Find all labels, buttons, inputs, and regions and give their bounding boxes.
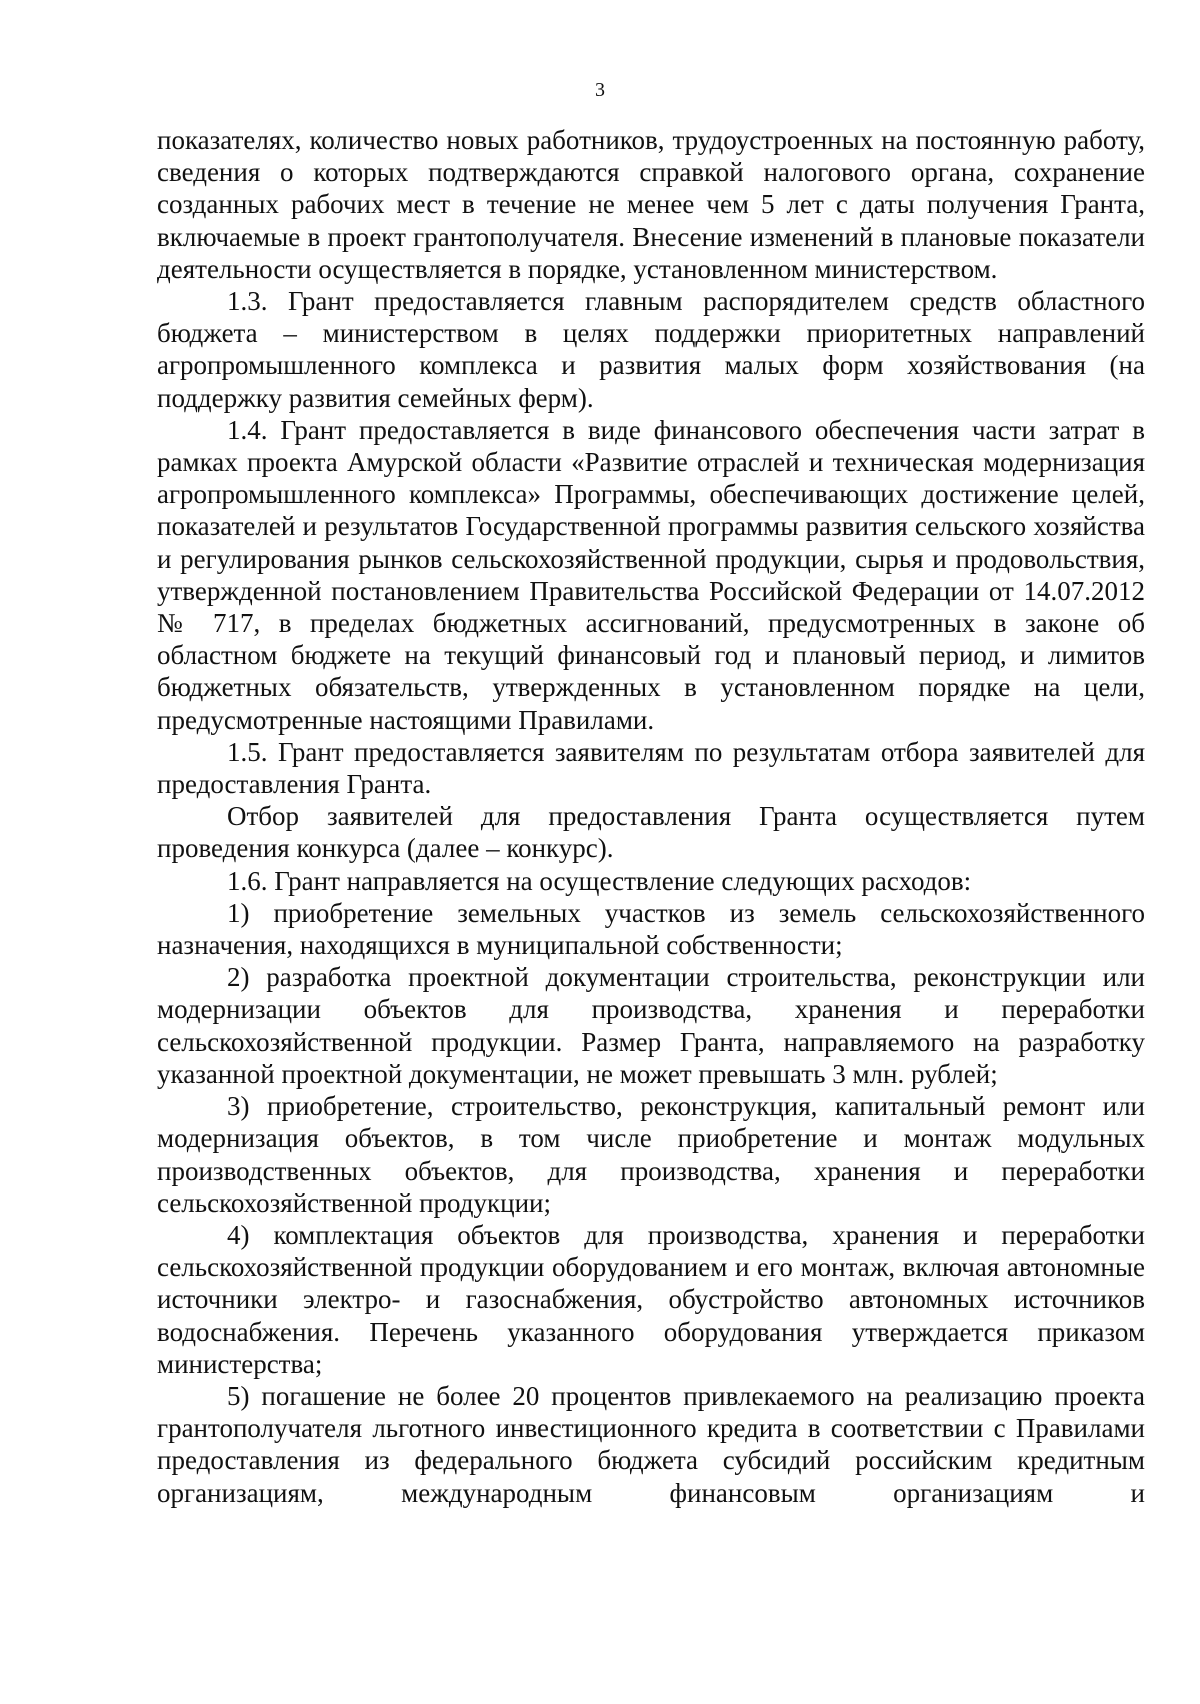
paragraph-1-4: 1.4. Грант предоставляется в виде финансового обеспечения части затрат в рамках проекта Амурской области «Развитие отраслей и техническая модернизация агропромышленного комплекса» Программы, обеспечивающих достижение целей, показателей и результатов Государственной программы развития сельского хозяйства и регулирования рынков сельскохозяйственной продукции, сырья и продовольствия, утвержденной постановлением Правительства Российской Федерации от 14.07.2012 № 717, в пределах бюджетных ассигнований, предусмотренных в законе об областном бюджете на текущий финансовый год и плановый период, и лимитов бюджетных обязательств, утвержденных в установленном порядке на цели, предусмотренные настоящими Правилами. — [157, 414, 1145, 735]
paragraph-1-5: 1.5. Грант предоставляется заявителям по результатам отбора заявителей для предоставления Гранта. — [157, 736, 1145, 800]
list-item-2: 2) разработка проектной документации строительства, реконструкции или модернизации объектов для производства, хранения и переработки сельскохозяйственной продукции. Размер Гранта, направляемого на разработку указанной проектной документации, не может превышать 3 млн. рублей; — [157, 962, 1145, 1089]
paragraph-1-3: 1.3. Грант предоставляется главным распорядителем средств областного бюджета – министерством в целях поддержки приоритетных направлений агропромышленного комплекса и развития малых форм хозяйствования (на поддержку развития семейных ферм). — [157, 286, 1145, 413]
list-item-4: 4) комплектация объектов для производства, хранения и переработки сельскохозяйственной продукции оборудованием и его монтаж, включая автономные источники электро- и газоснабжения, обустройство автономных источников водоснабжения. Перечень указанного оборудования утверждается приказом министерства; — [157, 1219, 1145, 1379]
list-item-5: 5) погашение не более 20 процентов привлекаемого на реализацию проекта грантополучателя льготного инвестиционного кредита в соответствии с Правилами предоставления из федерального бюджета субсидий российским кредитным организациям, международным финансовым организациям и — [157, 1380, 1145, 1508]
paragraph-continuation: показателях, количество новых работников, трудоустроенных на постоянную работу, сведения о которых подтверждаются справкой налогового органа, сохранение созданных рабочих мест в течение не менее чем 5 лет с даты получения Гранта, включаемые в проект грантополучателя. Внесение изменений в плановые показатели деятельности осуществляется в порядке, установленном министерством. — [157, 125, 1145, 284]
paragraph-1-6: 1.6. Грант направляется на осуществление следующих расходов: — [227, 865, 972, 896]
list-item-1: 1) приобретение земельных участков из земель сельскохозяйственного назначения, находящихся в муниципальной собственности; — [157, 897, 1145, 961]
page-number: 3 — [595, 79, 605, 101]
paragraph-selection: Отбор заявителей для предоставления Гранта осуществляется путем проведения конкурса (далее – конкурс). — [157, 801, 1145, 864]
list-item-3: 3) приобретение, строительство, реконструкция, капитальный ремонт или модернизация объектов, в том числе приобретение и монтаж модульных производственных объектов, для производства, хранения и переработки сельскохозяйственной продукции; — [157, 1091, 1145, 1218]
document-body — [157, 124, 1145, 1509]
